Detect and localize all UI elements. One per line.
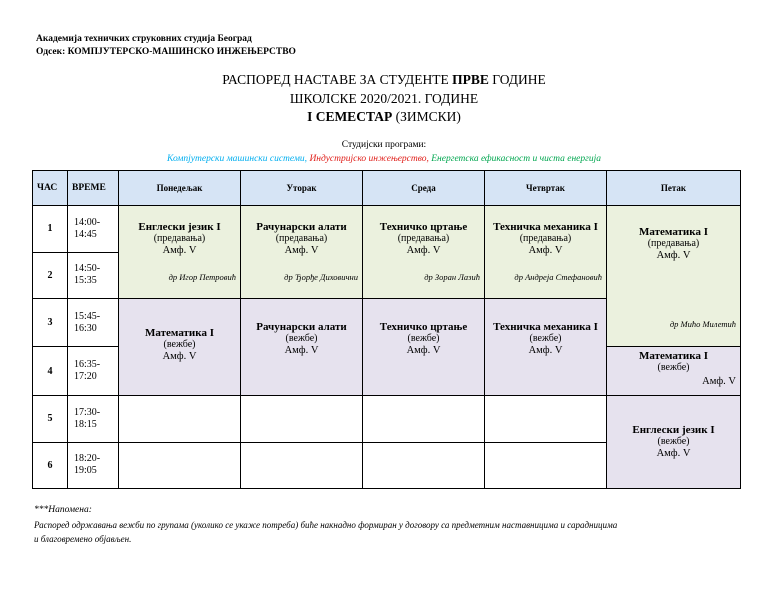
class-type: (вежбе): [407, 333, 440, 344]
class-cell-mon-exercise: [119, 299, 241, 396]
subject: Енглески језик I: [632, 424, 715, 436]
room: Амф. V: [162, 351, 197, 362]
programs-list: [0, 154, 768, 164]
program-2: Индустријско инжењерство,: [309, 154, 429, 164]
hour-number: 3: [33, 299, 68, 347]
class-type: (предавања): [519, 233, 572, 244]
note-title: ***Напомена:: [34, 505, 92, 515]
class-cell-wed-exercise: [363, 299, 485, 396]
header-tuesday: Уторак: [241, 171, 363, 206]
class-type: (вежбе): [285, 333, 318, 344]
table-row: [33, 206, 741, 253]
professor: др Ђорђе Диховични: [284, 272, 358, 282]
class-type: (вежбе): [657, 436, 690, 447]
class-type: (вежбе): [529, 333, 562, 344]
schedule-table: [32, 170, 741, 489]
class-type: (вежбе): [163, 339, 196, 350]
empty-cell: [485, 442, 607, 489]
professor: др Зоран Лазић: [424, 272, 480, 282]
room: Амф. V: [284, 345, 319, 356]
class-type: (предавања): [647, 238, 700, 249]
note-text-1: Распоред одржавања вежби по групама (уколико се укаже потреба) биће накнадно формиран у договору са предметним наставницима и сарадницима: [34, 520, 618, 530]
class-cell-tue-lecture: [241, 206, 363, 299]
room: Амф. V: [656, 448, 691, 459]
header-wednesday: Среда: [363, 171, 485, 206]
class-cell-thu-exercise: [485, 299, 607, 396]
hour-number: 2: [33, 252, 68, 299]
empty-cell: [119, 396, 241, 443]
time-slot: 14:00- 14:45: [68, 206, 119, 253]
time-slot: 18:20- 19:05: [68, 442, 119, 489]
hour-number: 6: [33, 442, 68, 489]
class-type: (вежбе): [657, 362, 690, 373]
class-type: (предавања): [397, 233, 450, 244]
professor: др Мићо Милетић: [669, 319, 736, 329]
programs-label: Студијски програми:: [341, 140, 427, 150]
department-name: Одсек: КОМПЈУТЕРСКО-МАШИНСКО ИНЖЕЊЕРСТВО: [36, 47, 296, 57]
subject: Енглески језик I: [138, 221, 221, 233]
hour-number: 4: [33, 347, 68, 396]
subject: Математика I: [639, 350, 708, 362]
time-slot: 14:50- 15:35: [68, 252, 119, 299]
subject: Рачунарски алати: [256, 221, 347, 233]
school-year: ШКОЛСКЕ 2020/2021. ГОДИНЕ: [289, 91, 479, 106]
subject: Математика I: [145, 327, 214, 339]
header-hour: ЧАС: [33, 171, 68, 206]
subject: Техничка механика I: [493, 221, 598, 233]
header-friday: Петак: [607, 171, 741, 206]
class-type: (предавања): [153, 233, 206, 244]
class-cell-thu-lecture: [485, 206, 607, 299]
table-header-row: [33, 171, 741, 206]
empty-cell: [363, 396, 485, 443]
subject: Техничка механика I: [493, 321, 598, 333]
room: Амф. V: [406, 345, 441, 356]
header-monday: Понедељак: [119, 171, 241, 206]
class-cell-fri-exercise-1: [607, 347, 741, 396]
class-cell-mon-lecture: [119, 206, 241, 299]
class-type: (предавања): [275, 233, 328, 244]
class-cell-fri-exercise-2: [607, 396, 741, 489]
room: Амф. V: [656, 250, 691, 261]
room: Амф. V: [162, 245, 197, 256]
empty-cell: [241, 396, 363, 443]
time-slot: 15:45- 16:30: [68, 299, 119, 347]
program-1: Компјутерски машински системи,: [167, 154, 308, 164]
header-thursday: Четвртак: [485, 171, 607, 206]
subject: Математика I: [639, 226, 708, 238]
institution-name: Академија техничких струковних студија Београд: [36, 34, 252, 44]
empty-cell: [485, 396, 607, 443]
professor: др Андреја Стефановић: [514, 272, 602, 282]
empty-cell: [363, 442, 485, 489]
professor: др Игор Петровић: [168, 272, 236, 282]
class-cell-fri-lecture: [607, 206, 741, 347]
schedule-title: РАСПОРЕД НАСТАВЕ ЗА СТУДЕНТЕ ПРВЕ ГОДИНЕ: [222, 72, 546, 87]
header-time: ВРЕМЕ: [68, 171, 119, 206]
semester: I СЕМЕСТАР (ЗИМСКИ): [307, 109, 461, 124]
room: Амф. V: [528, 245, 563, 256]
room: Амф. V: [702, 376, 736, 387]
room: Амф. V: [406, 245, 441, 256]
program-3: Енергетска ефикасност и чиста енергија: [431, 154, 601, 164]
time-slot: 17:30- 18:15: [68, 396, 119, 443]
subject: Техничко цртање: [379, 321, 468, 333]
empty-cell: [119, 442, 241, 489]
note-text-2: и благовремено објављен.: [34, 534, 132, 544]
time-slot: 16:35- 17:20: [68, 347, 119, 396]
room: Амф. V: [284, 245, 319, 256]
class-cell-tue-exercise: [241, 299, 363, 396]
table-row: [33, 396, 741, 443]
subject: Рачунарски алати: [256, 321, 347, 333]
hour-number: 5: [33, 396, 68, 443]
room: Амф. V: [528, 345, 563, 356]
subject: Техничко цртање: [379, 221, 468, 233]
empty-cell: [241, 442, 363, 489]
hour-number: 1: [33, 206, 68, 253]
class-cell-wed-lecture: [363, 206, 485, 299]
